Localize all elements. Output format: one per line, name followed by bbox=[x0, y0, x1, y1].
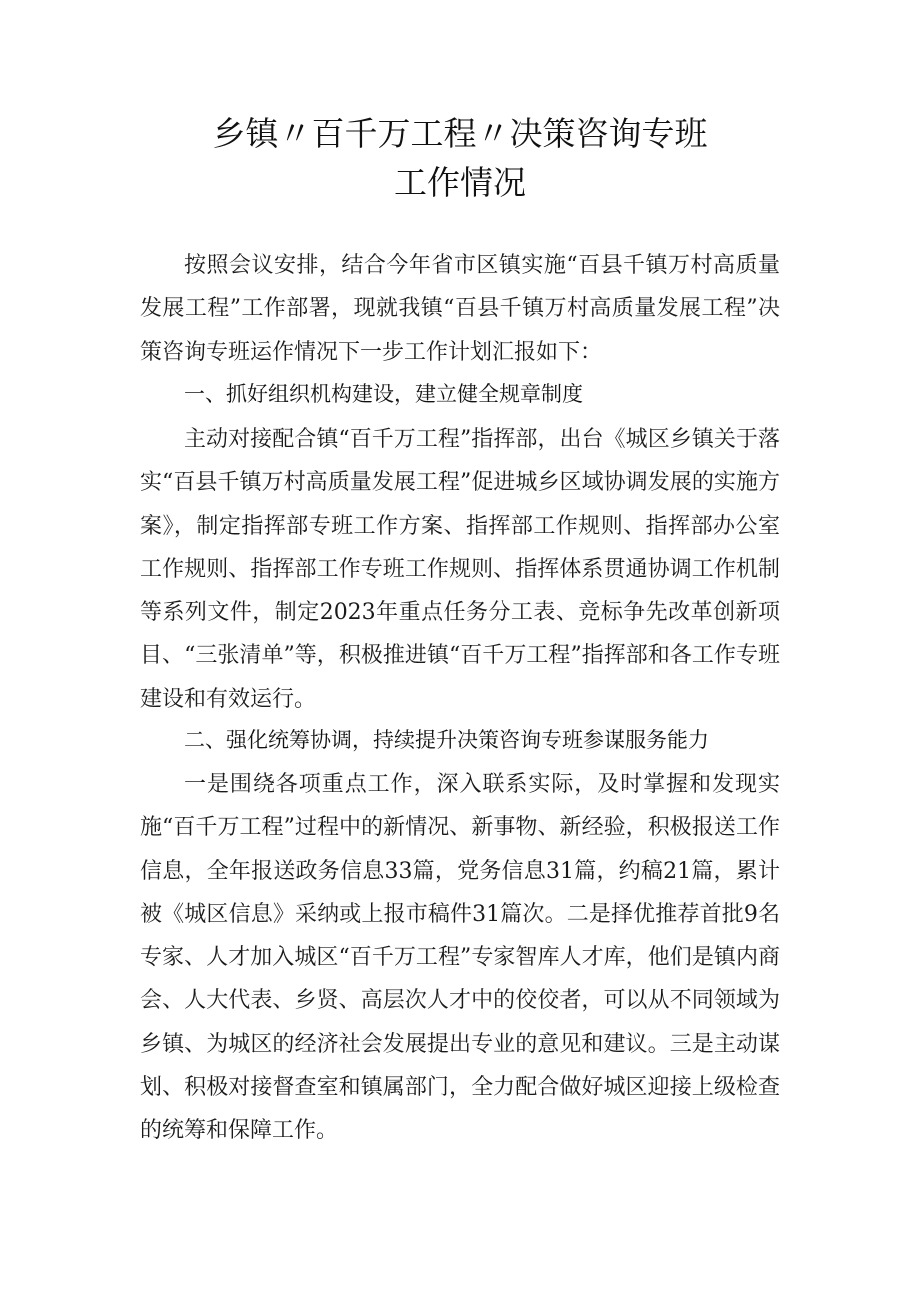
section-1-heading: 一、抓好组织机构建设，建立健全规章制度 bbox=[184, 382, 583, 406]
section-2-paragraph: 一是围绕各项重点工作，深入联系实际，及时掌握和发现实施“百千万工程”过程中的新情况、新事物、新经验，积极报送工作信息，全年报送政务信息33篇，党务信息31篇，约稿21篇，累计被《城区信息》采纳或上报市稿件31篇次。二是择优推荐首批9名专家、人才加入城区“百千万工程”专家智库人才库，他们是镇内商会、人大代表、乡贤、高层次人才中的佼佼者，可以从不同领域为乡镇、为城区的经济社会发展提出专业的意见和建议。三是主动谋划、积极对接督查室和镇属部门，全力配合做好城区迎接上级检查的统筹和保障工作。 bbox=[140, 772, 780, 1144]
section-1-paragraph: 主动对接配合镇“百千万工程”指挥部，出台《城区乡镇关于落实“百县千镇万村高质量发展工程”促进城乡区域协调发展的实施方案》，制定指挥部专班工作方案、指挥部工作规则、指挥部办公室工作规则、指挥部工作专班工作规则、指挥体系贯通协调工作机制等系列文件，制定2023年重点任务分工表、竞标争先改革创新项目、“三张清单”等，积极推进镇“百千万工程”指挥部和各工作专班建设和有效运行。 bbox=[140, 427, 780, 712]
document-title-line1: 乡镇〃百千万工程〃决策咨询专班 bbox=[212, 114, 708, 153]
intro-paragraph: 按照会议安排，结合今年省市区镇实施“百县千镇万村高质量发展工程”工作部署，现就我镇“百县千镇万村高质量发展工程”决策咨询专班运作情况下一步工作计划汇报如下： bbox=[140, 253, 780, 365]
document-title-line2: 工作情况 bbox=[394, 163, 526, 202]
section-2-heading: 二、强化统筹协调，持续提升决策咨询专班参谋服务能力 bbox=[184, 728, 709, 752]
